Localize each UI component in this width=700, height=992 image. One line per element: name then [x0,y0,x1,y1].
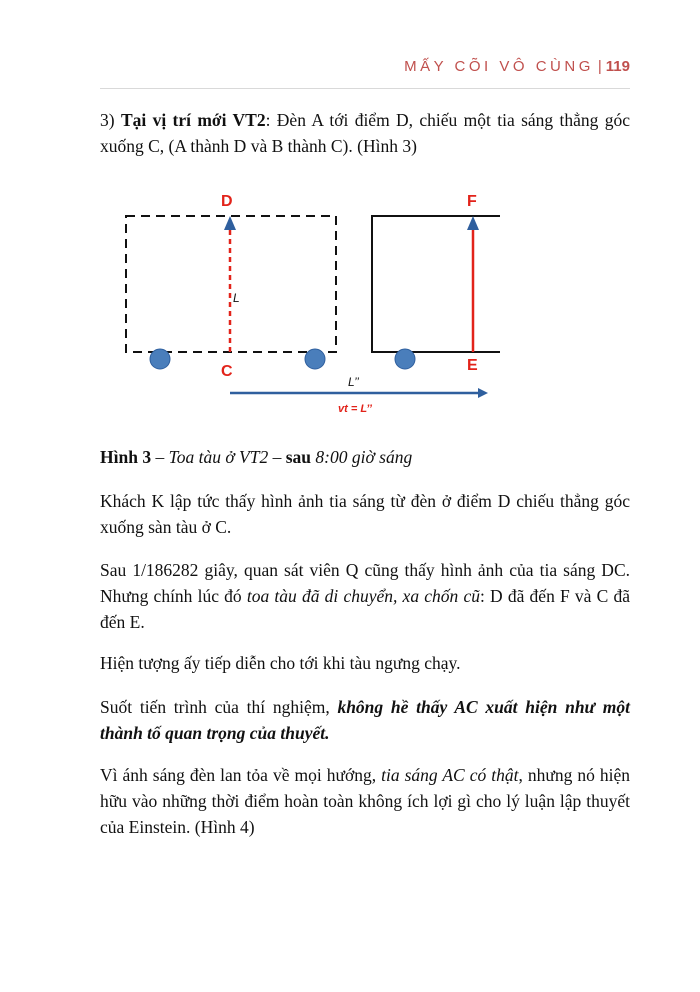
wheel-right-1 [395,349,415,369]
label-l: L [233,291,240,305]
running-header [100,58,630,89]
caption-italic-2: 8:00 giờ sáng [311,447,413,467]
wheel-left-1 [150,349,170,369]
caption-label: Hình 3 [100,447,152,467]
p2-normal: Sau 1/186282 giây, quan sát viên Q cũng thấy hình ảnh của tia sáng DC. Nhưng chính lúc đó [100,560,630,606]
header-separator: | [597,58,602,75]
label-vt: vt = L’’ [338,403,372,415]
p5-italic: tia sáng AC có thật [381,765,519,785]
p5-normal-2: , nhưng nó hiện hữu vào những thời điểm hoàn toàn không ích lợi gì cho lý luận lập thuyết của Einstein. (Hình 4) [100,765,630,837]
solid-car-outline [372,216,500,352]
p2-italic: toa tàu đã di chuyển, xa chốn cũ [246,586,480,606]
figure-caption [100,444,630,470]
paragraph-5 [100,762,630,840]
p2-tail: : D đã đến F và C đã đến E. [100,586,630,632]
label-c: C [221,363,233,380]
caption-italic-1: – Toa tàu ở VT2 – [151,447,286,467]
arrowhead-d [224,216,236,230]
arrowhead-f [467,216,479,230]
paragraph-1: Khách K lập tức thấy hình ảnh tia sáng từ đèn ở điểm D chiếu thẳng góc xuống sàn tàu ở C. [100,491,630,537]
figure-3-diagram [100,172,500,432]
p4-bold-italic: không hề thấy AC xuất hiện như một thành tố quan trọng của thuyết. [100,697,631,743]
page-number: 119 [605,58,630,75]
paragraph-3: Hiện tượng ấy tiếp diễn cho tới khi tàu ngưng chạy. [100,653,461,673]
wheel-left-2 [305,349,325,369]
label-e: E [467,357,478,374]
p5-normal-1: Vì ánh sáng đèn lan tỏa về mọi hướng, [100,765,382,785]
intro-rest: : Đèn A tới điểm D, chiếu một tia sáng thẳng góc xuống C, (A thành D và B thành C). (Hình 3) [100,110,630,156]
label-f: F [467,193,477,210]
caption-bold-2: sau [285,447,312,467]
intro-bold: Tại vị trí mới VT2 [120,110,266,130]
running-title: MẤY CÕI VÔ CÙNG [404,58,594,75]
intro-paragraph [100,107,630,159]
paragraph-2 [100,557,630,635]
intro-number: 3) [100,110,121,130]
label-d: D [221,193,233,210]
p4-normal: Suốt tiến trình của thí nghiệm, [100,697,338,717]
displacement-arrowhead [478,388,488,398]
label-l-double-prime: L’’ [348,375,359,389]
paragraph-4 [100,694,630,746]
